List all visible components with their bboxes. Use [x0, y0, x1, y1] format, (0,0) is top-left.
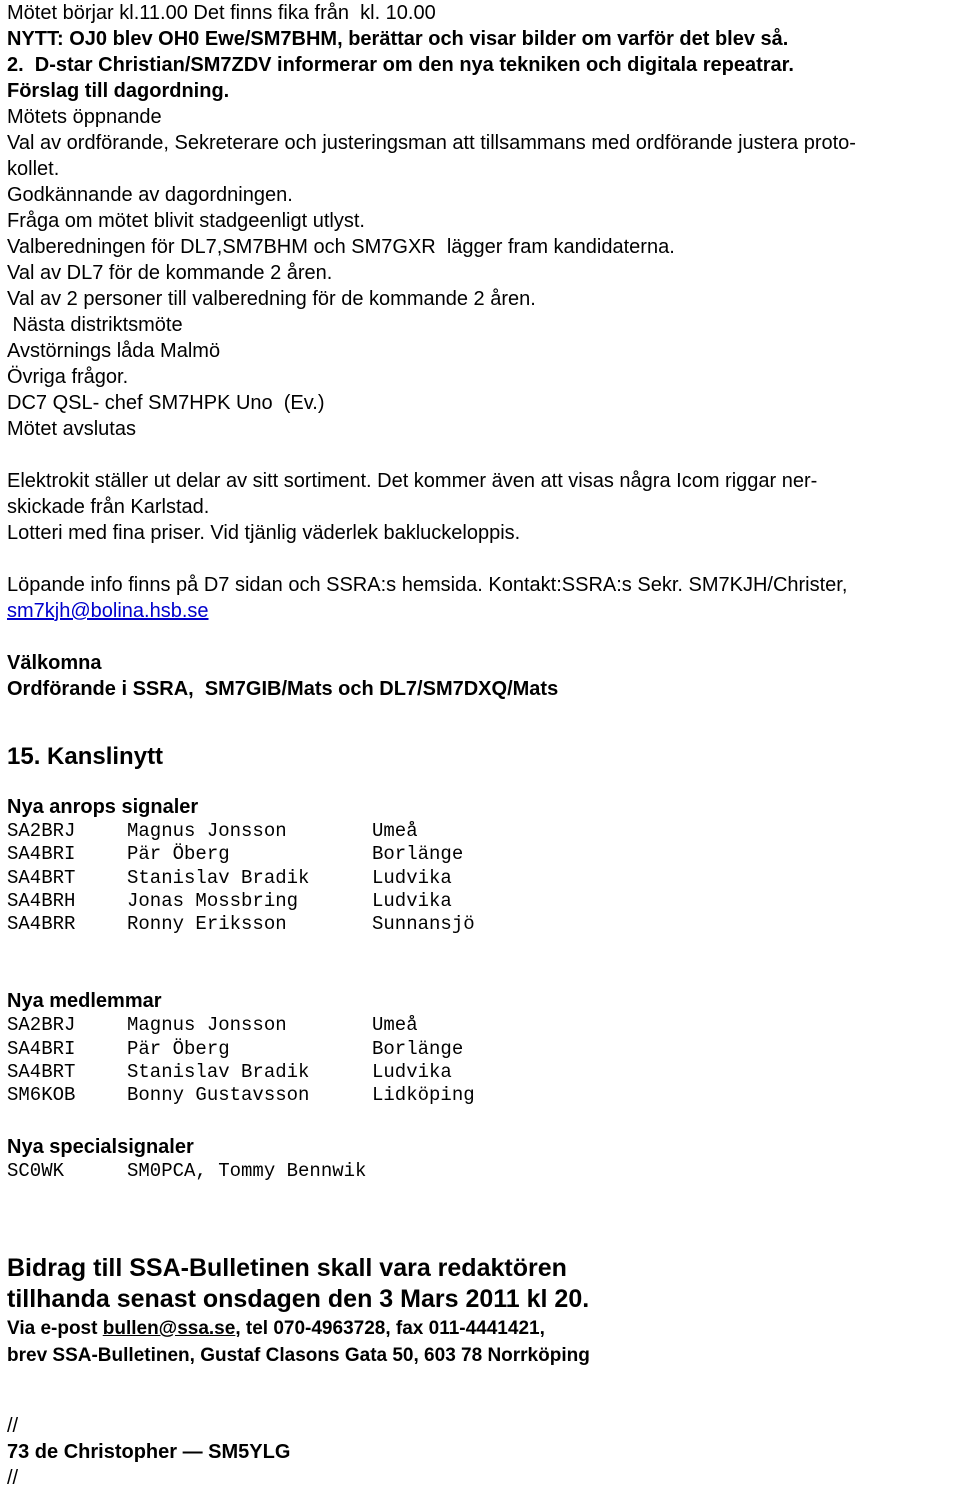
bulletin-address: brev SSA-Bulletinen, Gustaf Clasons Gata 50, 603 78 Norrköping: [7, 1344, 590, 1366]
info-section: [7, 468, 960, 702]
agenda-item: kollet.: [7, 158, 60, 180]
agenda-item: Nästa distriktsmöte: [7, 314, 183, 336]
agenda-item: Valberedningen för DL7,SM7BHM och SM7GXR lägger fram kandidaterna.: [7, 236, 675, 258]
dstar-item: 2. D-star Christian/SM7ZDV informerar om den nya tekniken och digitala repeatrar.: [7, 54, 794, 76]
list-item: SA4BRR Ronny Eriksson Sunnansjö: [7, 913, 475, 936]
agenda-item: Fråga om mötet blivit stadgeenligt utlyst.: [7, 210, 365, 232]
info-paragraph: skickade från Karlstad.: [7, 496, 210, 518]
list-item: SA2BRJ Magnus Jonsson Umeå: [7, 1014, 418, 1037]
list-item: SA4BRH Jonas Mossbring Ludvika: [7, 889, 452, 912]
separator: //: [7, 1466, 19, 1489]
members-list: [7, 1014, 960, 1107]
members-heading: Nya medlemmar: [7, 990, 162, 1013]
agenda-item: Val av ordförande, Sekreterare och justeringsman att tillsammans med ordförande justera proto-: [7, 132, 856, 154]
bulletin-deadline: tillhanda senast onsdagen den 3 Mars 2011 kl 20.: [7, 1284, 590, 1313]
welcome-text: Välkomna: [7, 652, 102, 674]
separator: //: [7, 1414, 19, 1437]
meeting-start: Mötet börjar kl.11.00 Det finns fika från kl. 10.00: [7, 2, 436, 24]
bulletin-section: [7, 1253, 960, 1369]
kanslinytt-section: [7, 742, 960, 1183]
agenda-section: [7, 0, 960, 442]
email-link[interactable]: sm7kjh@bolina.hsb.se: [7, 600, 209, 622]
list-item: SA2BRJ Magnus Jonsson Umeå: [7, 820, 418, 842]
calls-heading: Nya anrops signaler: [7, 796, 199, 818]
agenda-item: Avstörnings låda Malmö: [7, 340, 221, 362]
info-paragraph: Lotteri med fina priser. Vid tjänlig väderlek bakluckeloppis.: [7, 522, 521, 544]
agenda-item: Godkännande av dagordningen.: [7, 184, 293, 206]
special-heading: Nya specialsignaler: [7, 1135, 194, 1158]
list-item: SA4BRI Pär Öberg Borlänge: [7, 1037, 464, 1060]
list-item: SM6KOB Bonny Gustavsson Lidköping: [7, 1084, 475, 1107]
agenda-item: DC7 QSL- chef SM7HPK Uno (Ev.): [7, 392, 325, 414]
list-item: SC0WK SM0PCA, Tommy Bennwik: [7, 1159, 367, 1182]
bulletin-heading: Bidrag till SSA-Bulletinen skall vara redaktören: [7, 1253, 567, 1282]
list-item: SA4BRI Pär Öberg Borlänge: [7, 843, 464, 866]
agenda-item: Mötet avslutas: [7, 418, 136, 440]
signature: 73 de Christopher — SM5YLG: [7, 1440, 291, 1463]
agenda-item: Val av 2 personer till valberedning för de kommande 2 åren.: [7, 288, 536, 310]
info-paragraph: Löpande info finns på D7 sidan och SSRA:s hemsida. Kontakt:SSRA:s Sekr. SM7KJH/Christer,: [7, 574, 848, 596]
footer: [7, 1413, 960, 1491]
bulletin-email-link[interactable]: bullen@ssa.se: [102, 1317, 236, 1339]
calls-list: [7, 820, 960, 936]
list-item: SA4BRT Stanislav Bradik Ludvika: [7, 866, 452, 889]
list-item: SA4BRT Stanislav Bradik Ludvika: [7, 1061, 452, 1084]
section-title: 15. Kanslinytt: [7, 743, 164, 770]
agenda-heading: Förslag till dagordning.: [7, 80, 230, 102]
agenda-item: Mötets öppnande: [7, 106, 162, 128]
agenda-item: Övriga frågor.: [7, 366, 129, 388]
info-paragraph: Elektrokit ställer ut delar av sitt sortiment. Det kommer även att visas några Icom riggar ner-: [7, 470, 818, 492]
agenda-item: Val av DL7 för de kommande 2 åren.: [7, 262, 333, 284]
signoff-text: Ordförande i SSRA, SM7GIB/Mats och DL7/SM7DXQ/Mats: [7, 678, 559, 700]
news-item: NYTT: OJ0 blev OH0 Ewe/SM7BHM, berättar och visar bilder om varför det blev så.: [7, 28, 789, 50]
bulletin-contact: Via e-post bullen@ssa.se, tel 070-4963728, fax 011-4441421,: [7, 1317, 545, 1339]
